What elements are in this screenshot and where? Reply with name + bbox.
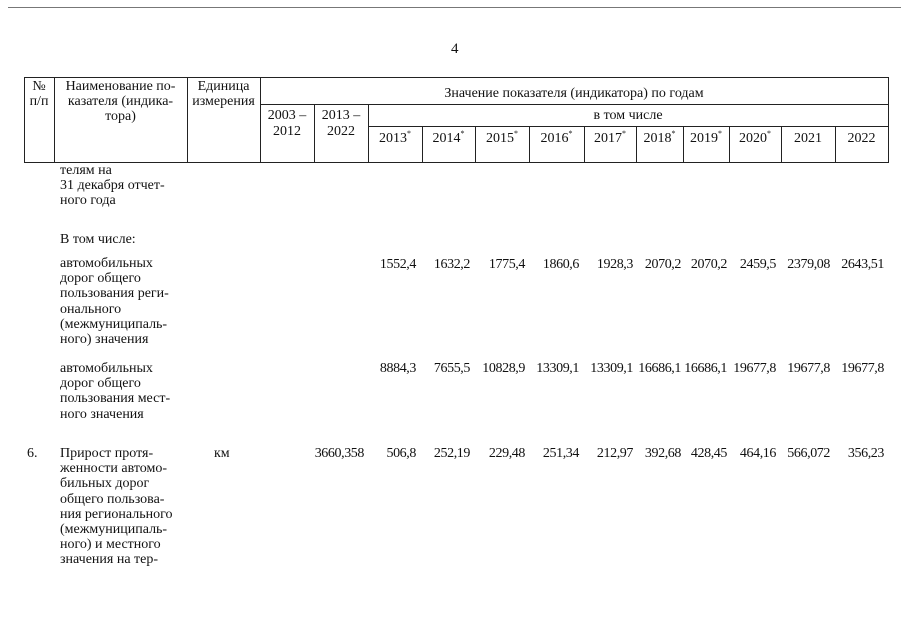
year-2021 <box>781 131 835 146</box>
row6-value-2014: 252,19 <box>433 446 470 461</box>
header-col-unit: Единица измерения <box>192 79 255 109</box>
row6-value-2022: 356,23 <box>847 446 884 461</box>
footnote-mark: * <box>767 129 771 138</box>
incl-border <box>368 126 888 127</box>
local-roads-name: автомобильных дорог общего пользования мест- ного значения <box>60 361 171 422</box>
row6-value-2021: 566,072 <box>787 446 830 461</box>
year-label: 2015 <box>486 131 514 146</box>
regional-value-2020: 2459,5 <box>739 257 776 272</box>
local-value-2022: 19677,8 <box>841 361 884 376</box>
header-incl: в том числе <box>593 108 663 123</box>
table-top-border <box>24 77 888 78</box>
header-period-2003-2012: 2003 – 2012 <box>267 108 307 139</box>
local-value-2013: 8884,3 <box>379 361 416 376</box>
row6-value-2016: 251,34 <box>542 446 579 461</box>
local-value-2017: 13309,1 <box>590 361 633 376</box>
local-value-2021: 19677,8 <box>787 361 830 376</box>
year-2015 <box>475 131 529 146</box>
values-title-border <box>260 104 888 105</box>
footnote-mark: * <box>622 129 626 138</box>
regional-value-2014: 1632,2 <box>433 257 470 272</box>
year-2018 <box>636 131 683 146</box>
local-value-2015: 10828,9 <box>482 361 525 376</box>
footnote-mark: * <box>671 129 676 138</box>
year-2017 <box>584 131 636 146</box>
year-label: 2016 <box>540 131 569 146</box>
regional-value-2021: 2379,08 <box>787 257 830 272</box>
top-rule <box>8 7 901 8</box>
header-col-name: Наименование по- казателя (индика- тора) <box>65 79 176 124</box>
footnote-mark: * <box>718 129 722 138</box>
row6-total-2013-2022: 3660,358 <box>314 446 364 461</box>
local-value-2019: 16686,1 <box>684 361 727 376</box>
footnote-mark: * <box>407 129 411 138</box>
year-2014 <box>422 131 475 146</box>
row6-value-2013: 506,8 <box>386 446 416 461</box>
regional-value-2017: 1928,3 <box>596 257 633 272</box>
in-that-number-label: В том числе: <box>60 232 136 247</box>
row6-unit: км <box>214 446 230 461</box>
local-value-2018: 16686,1 <box>638 361 681 376</box>
col-line-15 <box>888 77 889 163</box>
header-col-num: № п/п <box>29 79 49 109</box>
year-2016 <box>529 131 584 146</box>
local-value-2014: 7655,5 <box>433 361 470 376</box>
regional-value-2018: 2070,2 <box>644 257 681 272</box>
year-2019 <box>683 131 729 146</box>
row6-value-2015: 229,48 <box>488 446 525 461</box>
local-value-2016: 13309,1 <box>536 361 579 376</box>
footnote-mark: * <box>514 129 518 138</box>
year-label: 2021 <box>794 131 822 146</box>
year-label: 2019 <box>690 131 718 146</box>
row6-value-2020: 464,16 <box>739 446 776 461</box>
year-label: 2022 <box>847 131 876 146</box>
year-2022 <box>835 131 888 146</box>
year-label: 2014 <box>432 131 461 146</box>
regional-roads-name: автомобильных дорог общего пользования реги- онального (межмуниципаль- ного) значения <box>60 256 169 348</box>
header-period-2013-2022: 2013 – 2022 <box>321 108 361 139</box>
continued-row-name: телям на 31 декабря отчет- ного года <box>60 163 165 209</box>
row6-value-2018: 392,68 <box>644 446 681 461</box>
footnote-mark: * <box>460 129 465 138</box>
regional-value-2015: 1775,4 <box>488 257 525 272</box>
page-number: 4 <box>451 41 459 57</box>
row6-name: Прирост протя- женности автомо- бильных дорог общего пользова- ния регионального (межмуниципаль- ного) и местного значения на тер- <box>60 446 173 568</box>
year-2020 <box>729 131 781 146</box>
year-label: 2018 <box>643 131 672 146</box>
row6-value-2017: 212,97 <box>596 446 633 461</box>
footnote-mark: * <box>568 129 573 138</box>
year-label: 2017 <box>594 131 622 146</box>
year-2013 <box>368 131 422 146</box>
year-label: 2020 <box>739 131 767 146</box>
header-values-title: Значение показателя (индикатора) по годам <box>444 86 704 101</box>
regional-value-2022: 2643,51 <box>841 257 884 272</box>
regional-value-2016: 1860,6 <box>542 257 579 272</box>
year-label: 2013 <box>379 131 407 146</box>
regional-value-2013: 1552,4 <box>379 257 416 272</box>
regional-value-2019: 2070,2 <box>690 257 727 272</box>
row6-value-2019: 428,45 <box>690 446 727 461</box>
row6-number: 6. <box>27 446 38 461</box>
local-value-2020: 19677,8 <box>733 361 776 376</box>
